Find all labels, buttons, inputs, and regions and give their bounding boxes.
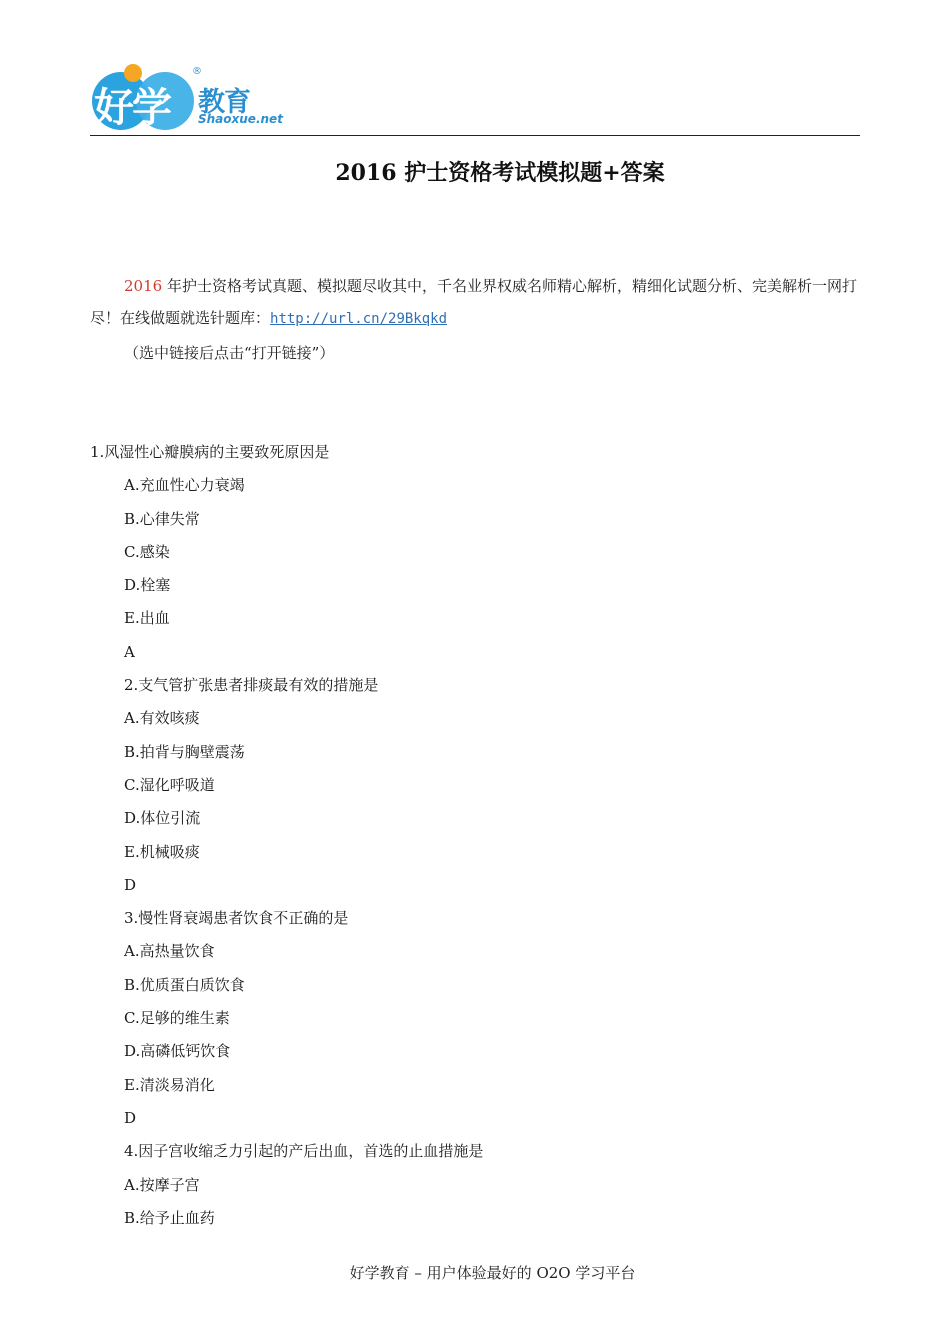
page-header <box>0 0 950 140</box>
question-3-answer: D <box>124 1108 137 1127</box>
question-3-option-b: B.优质蛋白质饮食 <box>124 975 245 994</box>
page-footer: 好学教育 – 用户体验最好的 O2O 学习平台 <box>349 1264 636 1282</box>
question-2-answer: D <box>124 875 137 894</box>
question-1-option-c: C.感染 <box>124 542 170 561</box>
question-3-option-e: E.清淡易消化 <box>124 1075 215 1094</box>
question-2-option-e: E.机械吸痰 <box>124 842 200 861</box>
question-3-option-d: D.高磷低钙饮食 <box>124 1042 231 1061</box>
question-4-option-a: A.按摩子宫 <box>124 1175 200 1194</box>
question-list <box>90 436 870 1235</box>
logo-registered-mark: ® <box>192 66 202 77</box>
link-instruction-note: （选中链接后点击“打开链接”） <box>124 344 335 362</box>
logo-main-text: 好学 <box>94 85 170 131</box>
question-4-option-b: B.给予止血药 <box>124 1208 215 1227</box>
question-1-option-b: B.心律失常 <box>124 509 200 528</box>
logo-sub-text: 教育 <box>198 87 250 118</box>
question-1-answer: A <box>124 642 135 661</box>
haoxue-logo[interactable] <box>92 62 292 134</box>
question-1-option-a: A.充血性心力衰竭 <box>124 476 245 495</box>
question-1-option-e: E.出血 <box>124 609 170 628</box>
intro-paragraph <box>90 270 862 335</box>
document-title: 2016 护士资格考试模拟题+答案 <box>335 160 665 186</box>
intro-text: 年护士资格考试真题、模拟题尽收其中，千名业界权威名师精心解析，精细化试题分析、完美解析一网打尽！在线做题就选针题库： <box>90 277 857 327</box>
question-2-option-c: C.湿化呼吸道 <box>124 775 215 794</box>
question-3-option-a: A.高热量饮食 <box>124 942 215 961</box>
question-2: 2.支气管扩张患者排痰最有效的措施是 <box>124 676 379 695</box>
question-1-option-d: D.栓塞 <box>124 576 171 595</box>
question-bank-link[interactable]: http://url.cn/29Bkqkd <box>270 311 448 327</box>
question-2-option-d: D.体位引流 <box>124 809 201 828</box>
intro-year: 2016 <box>124 277 163 295</box>
question-2-option-a: A.有效咳痰 <box>124 709 200 728</box>
question-2-option-b: B.拍背与胸壁震荡 <box>124 742 245 761</box>
question-3-option-c: C.足够的维生素 <box>124 1009 230 1028</box>
question-4: 4.因子宫收缩乏力引起的产后出血，首选的止血措施是 <box>124 1142 484 1161</box>
header-divider <box>90 135 860 136</box>
question-3: 3.慢性肾衰竭患者饮食不正确的是 <box>124 909 349 928</box>
question-1: 1.风湿性心瓣膜病的主要致死原因是 <box>90 443 330 461</box>
logo-site-text: Shaoxue.net <box>198 112 283 126</box>
